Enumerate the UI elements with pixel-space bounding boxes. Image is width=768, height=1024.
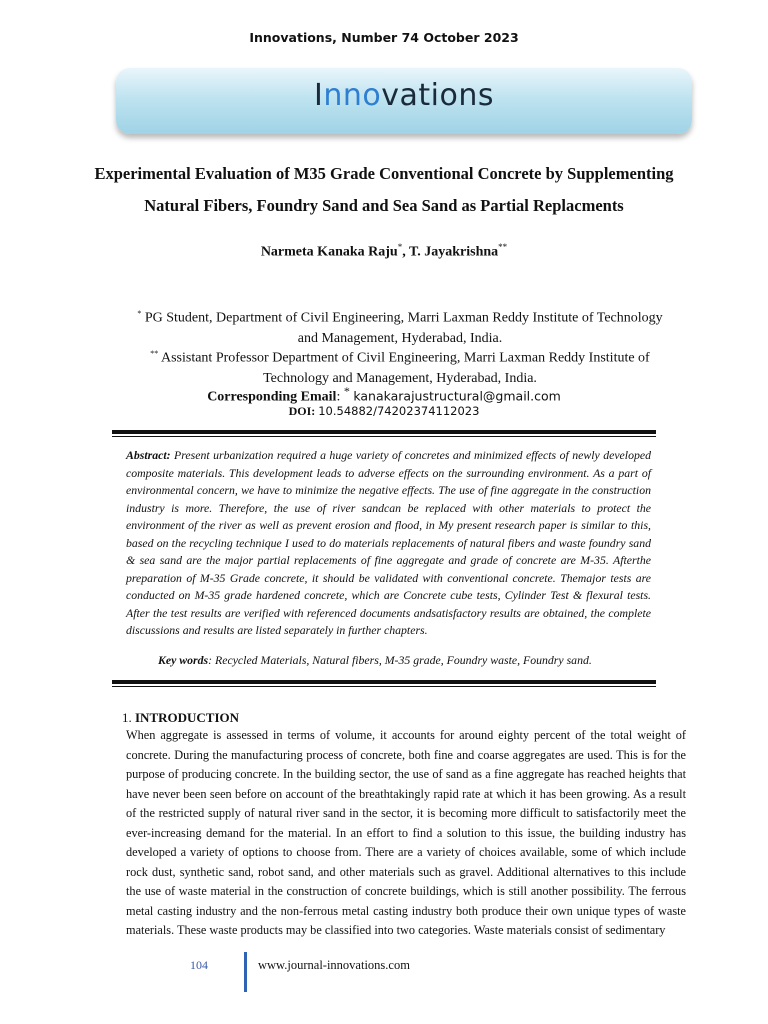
- rule-thick: [112, 430, 656, 434]
- author-separator: ,: [402, 244, 409, 260]
- author-mark-1: *: [397, 242, 403, 252]
- doi-value[interactable]: 10.54882/74202374112023: [318, 404, 480, 418]
- abstract-label: Abstract:: [126, 448, 171, 462]
- corresponding-email-line: Corresponding Email: * kanakarajustructural@gmail.com: [207, 384, 561, 405]
- corresponding-email-address[interactable]: kanakarajustructural@gmail.com: [353, 388, 561, 404]
- rule-thin: [112, 686, 656, 687]
- journal-name-suffix: vations: [381, 78, 494, 113]
- rule-thin: [112, 436, 656, 437]
- section-title: INTRODUCTION: [135, 710, 240, 725]
- abstract-bottom-rule: [112, 680, 656, 687]
- affiliation-mark-2: **: [150, 349, 159, 358]
- running-head: Innovations, Number 74 October 2023: [249, 30, 519, 45]
- author-name-2: T. Jayakrishna: [408, 244, 499, 260]
- abstract-text: Present urbanization required a huge variety of concretes and minimized effects of newly developed composite materials. This development leads to adverse effects on the surrounding environment. As a part of environmental concern, we have to minimize the negative effects. The use of fine aggregate in the construction industry is more. Therefore, the use of river sandcan be replaced with other materials to protect the environment of the river as well as prevent erosion and flood, in My present research paper is similar to this, based on the recycling technique I used to do materials replacements of natural fibers and waste foundry sand & sea sand are the major partial replacements of fine aggregate and grade of concrete are M-35. Afterthe preparation of M-35 Grade concrete, it should be validated with conventional concrete. Themajor tests are conducted on M-35 grade hardened concrete, which are Concrete cube tests, Cylinder Test & flexural tests. After the test results are verified with referenced documents andsatisfactory results are obtained, the complete discussions and results are listed separately in further chapters.: [126, 448, 652, 637]
- rule-thick: [112, 680, 656, 684]
- section-heading-introduction: [122, 710, 239, 726]
- keywords-text: : Recycled Materials, Natural fibers, M-35 grade, Foundry waste, Foundry sand.: [208, 653, 592, 667]
- corresponding-email-mark: *: [343, 384, 350, 398]
- journal-name-prefix: I: [314, 78, 324, 113]
- journal-banner: [116, 68, 692, 134]
- doi-line: [0, 404, 768, 419]
- author-mark-2: **: [498, 242, 508, 252]
- keywords: [158, 653, 658, 668]
- affiliation-mark-1: *: [137, 309, 142, 318]
- affiliation-2: [130, 344, 670, 389]
- introduction-paragraph: When aggregate is assessed in terms of volume, it accounts for around eighty percent of the total weight of concrete. During the manufacturing process of concrete, both fine and coarse aggregates are used. This is for the purpose of producing concrete. In the building sector, the use of sand as a fine aggregate has reached heights that have never been seen before on account of the breathtakingly rapid rate at which it has been growing. As a result of the restricted supply of natural river sand in the sector, it is becoming more difficult to satisfactorily meet the ever-increasing demand for the material. In an effort to find a solution to this issue, the building industry has developed a variety of options to choose from. There are a variety of choices available, some of which include rock dust, synthetic sand, robot sand, and other materials such as gravel. Additional alternatives to this include the use of waste material in the construction of concrete buildings, which is still another possibility. The ferrous metal casting industry and the non-ferrous metal casting industry both produce their own unique types of waste materials. These waste products may be classified into two categories. Waste materials consist of sedimentary: [126, 728, 686, 937]
- journal-name-accent: nno: [323, 78, 382, 113]
- section-number: 1.: [122, 710, 132, 725]
- affiliation-text-2: Assistant Professor Department of Civil Engineering, Marri Laxman Reddy Institute of Technology and Management, Hyderabad, India.: [160, 350, 650, 386]
- abstract-top-rule: [112, 430, 656, 437]
- corresponding-email-label: Corresponding Email: [207, 389, 337, 405]
- journal-name: [116, 78, 692, 113]
- author-line: [0, 242, 768, 261]
- footer-divider: [244, 952, 247, 992]
- keywords-label: Key words: [158, 653, 209, 667]
- abstract: [126, 447, 651, 640]
- affiliation-1: [130, 304, 670, 349]
- journal-url-link[interactable]: www.journal-innovations.com: [258, 958, 410, 972]
- paper-title: Experimental Evaluation of M35 Grade Conventional Concrete by Supplementing Natural Fibers, Foundry Sand and Sea Sand as Partial Replacments: [94, 164, 674, 215]
- affiliation-text-1: PG Student, Department of Civil Engineering, Marri Laxman Reddy Institute of Technology and Management, Hyderabad, India.: [144, 310, 663, 346]
- doi-label: DOI:: [288, 404, 316, 418]
- author-name-1: Narmeta Kanaka Raju: [260, 244, 398, 260]
- page-number: 104: [190, 958, 208, 972]
